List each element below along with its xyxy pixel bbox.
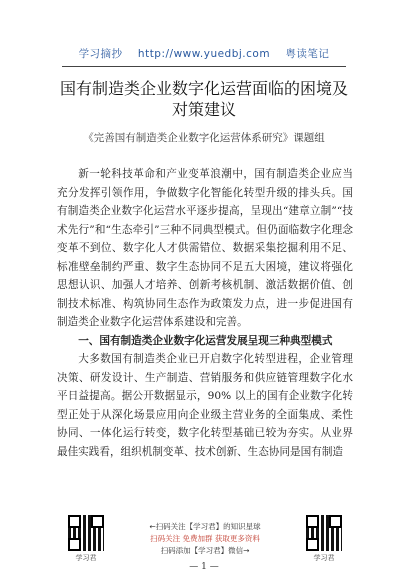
page-number: — 1 — bbox=[189, 562, 219, 572]
qr-code-right-icon[interactable] bbox=[306, 515, 342, 551]
section-heading: 一、国有制造类企业数字化运营发展呈现三种典型模式 bbox=[78, 334, 333, 347]
document-subtitle: 《完善国有制造类企业数字化运营体系研究》课题组 bbox=[83, 132, 325, 144]
qr-caption-right: 学习君 bbox=[313, 554, 335, 562]
document-title: 国有制造类企业数字化运营面临的困境及对策建议 bbox=[59, 79, 348, 119]
body-paragraph: 新一轮科技革命和产业变革浪潮中，国有制造类企业应当充分发挥引领作用，争做数字化智能化转型升级的排头兵。国有制造类企业数字化运营水平逐步提高，呈现出“建章立制”“技术先行”和“生态牵引”三种不同典型模式。但仍面临数字化理念变革不到位、数字化人才供需错位、数据采集挖掘利用不足、标准壁垒制约严重、数字生态协同不足五大困境，建议将强化思想认识、加强人才培养、创新考核机制、激活数据价值、创制技术标准、构筑协同生态作为政策发力点，进一步促进国有制造类企业数字化运营体系建设和完善。 bbox=[57, 168, 353, 328]
header-url[interactable]: http://www.yuedbj.com bbox=[137, 48, 271, 60]
footer-promo-line: 扫码添加【学习君】微信→ bbox=[160, 546, 250, 555]
header-left-text: 学习摘抄 bbox=[78, 48, 123, 60]
footer-promo-line: 扫码关注 免费加群 获取更多资料 bbox=[150, 534, 260, 543]
footer-promo-line: ←扫码关注【学习君】的知识星球 bbox=[149, 522, 261, 531]
qr-caption-left: 学习君 bbox=[75, 554, 97, 562]
body-paragraph: 大多数国有制造类企业已开启数字化转型进程，企业管理决策、研发设计、生产制造、营销服务和供应链管理数字化水平日益提高。据公开数据显示，90% 以上的国有企业数字化转型正处于从深化场景应用向企业级主营业务的全面集成、柔性协同、一体化运行转变，数字化转型基础已较为夯实。从业界最佳实践看，组织机制变革、技术创新、生态协同是国有制造 bbox=[57, 353, 353, 458]
header-divider bbox=[62, 66, 346, 67]
header-right-text: 粤读笔记 bbox=[285, 48, 330, 60]
page-header bbox=[0, 46, 408, 61]
qr-code-left-icon[interactable] bbox=[68, 515, 104, 551]
document-body bbox=[57, 165, 353, 461]
